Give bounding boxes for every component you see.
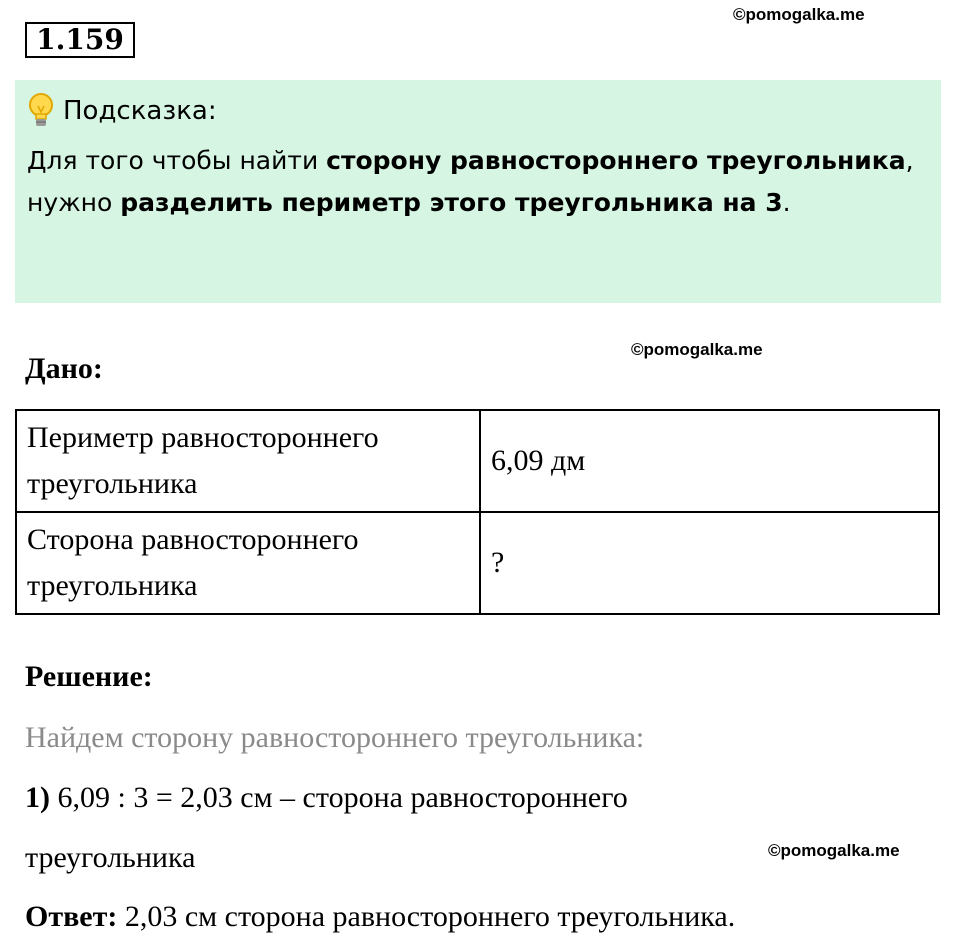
hint-text-part: Для того чтобы найти: [27, 146, 327, 175]
solution-step-continuation: треугольника: [25, 841, 196, 874]
watermark-middle: ©pomogalka.me: [631, 340, 763, 359]
step-text: 6,09 : 3 = 2,03 см – сторона равностороннего: [50, 781, 628, 814]
task-number: 1.159: [25, 22, 135, 58]
table-cell-label: Периметр равностороннего треугольника: [16, 410, 480, 512]
solution-step: [25, 781, 628, 815]
step-number: 1): [25, 781, 50, 814]
hint-text: [27, 140, 929, 224]
table-cell-label: Сторона равностороннего треугольника: [16, 512, 480, 614]
hint-text-part: .: [782, 188, 791, 217]
given-table: [15, 409, 940, 615]
hint-text-part: , нужно: [27, 146, 914, 217]
table-cell-value: 6,09 дм: [480, 410, 939, 512]
answer-line: [25, 900, 735, 934]
hint-text-bold: сторону равностороннего треугольника: [326, 146, 906, 175]
solution-heading: Решение:: [25, 660, 153, 693]
watermark-bottom: ©pomogalka.me: [768, 841, 900, 860]
lightbulb-icon: [27, 92, 55, 130]
hint-text-bold: разделить периметр этого треугольника на 3: [120, 188, 783, 217]
answer-text: 2,03 см сторона равностороннего треугольника.: [117, 900, 736, 933]
watermark-top: ©pomogalka.me: [733, 5, 865, 24]
answer-label: Ответ:: [25, 900, 118, 933]
table-row: [16, 512, 939, 614]
hint-title-row: [27, 92, 929, 130]
hint-box: [15, 80, 941, 303]
given-heading: Дано:: [25, 352, 103, 385]
table-cell-value: ?: [480, 512, 939, 614]
table-row: [16, 410, 939, 512]
solution-intro: Найдем сторону равностороннего треугольника:: [25, 721, 645, 754]
hint-title: Подсказка:: [63, 96, 217, 126]
